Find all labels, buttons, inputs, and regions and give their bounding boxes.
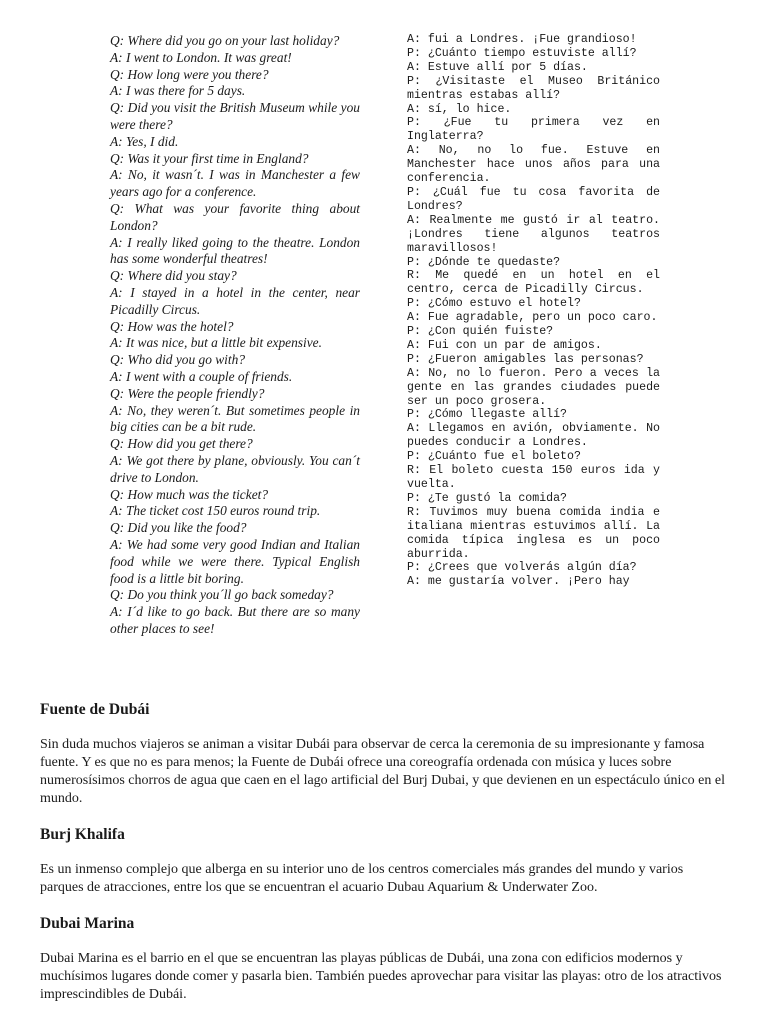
dialogue-line: P: ¿Cómo llegaste allí?	[407, 408, 568, 422]
dialogue-line: A: The ticket cost 150 euros round trip.	[110, 503, 321, 519]
dialogue-line: Q: What was your favorite thing about London?	[110, 200, 360, 233]
english-dialogue-column	[110, 33, 360, 638]
dialogue-line: A: Yes, I did.	[110, 133, 179, 149]
spanish-dialogue-column	[407, 33, 660, 695]
dialogue-line: A: I really liked going to the theatre. London has some wonderful theatres!	[110, 234, 360, 267]
dialogue-line: A: Fue agradable, pero un poco caro.	[407, 311, 658, 325]
dialogue-line: A: I went with a couple of friends.	[110, 368, 293, 384]
dialogue-line: P: ¿Cuál fue tu cosa favorita de Londres?	[407, 185, 660, 213]
dialogue-line: R: Me quedé en un hotel en el centro, cerca de Picadilly Circus.	[407, 269, 660, 297]
dialogue-line: P: ¿Crees que volverás algún día?	[407, 561, 637, 575]
dialogue-line: A: No, they weren´t. But sometimes people in big cities can be a bit rude.	[110, 402, 360, 435]
dubai-article	[40, 700, 730, 1004]
dialogue-line: Q: Were the people friendly?	[110, 385, 265, 401]
dialogue-line: A: No, it wasn´t. I was in Manchester a few years ago for a conference.	[110, 167, 360, 200]
dialogue-line: Q: Who did you go with?	[110, 352, 246, 368]
dialogue-line: A: No, no lo fueron. Pero a veces la gente en las grandes ciudades puede ser un poco grosera.	[407, 366, 660, 408]
dialogue-line: A: It was nice, but a little bit expensive.	[110, 335, 322, 351]
dialogue-line: P: ¿Con quién fuiste?	[407, 325, 554, 339]
dialogue-line: A: I was there for 5 days.	[110, 83, 246, 99]
dialogue-line: Q: Where did you go on your last holiday?	[110, 33, 340, 48]
dialogue-line: Q: Was it your first time in England?	[110, 150, 309, 166]
dialogue-line: R: Tuvimos muy buena comida india e italiana mientras estuvimos allí. La comida típica inglesa es un poco aburrida.	[407, 505, 660, 561]
dialogue-line: Q: Where did you stay?	[110, 268, 237, 284]
dialogue-line: A: I went to London. It was great!	[110, 49, 292, 65]
section-heading: Dubai Marina	[40, 915, 135, 932]
dialogue-line: Q: How did you get there?	[110, 436, 253, 452]
dialogue-line: A: sí, lo hice.	[407, 102, 512, 116]
dialogue-line: A: Fui con un par de amigos.	[407, 338, 602, 352]
section-heading: Burj Khalifa	[40, 826, 125, 843]
dialogue-line: A: I´d like to go back. But there are so many other places to see!	[110, 604, 360, 636]
dialogue-line: Q: How much was the ticket?	[110, 486, 269, 502]
dialogue-line: A: We got there by plane, obviously. You can´t drive to London.	[110, 452, 360, 485]
dialogue-line: P: ¿Cuánto fue el boleto?	[407, 450, 581, 464]
dialogue-line: A: Realmente me gustó ir al teatro. ¡Londres tiene algunos teatros maravillosos!	[407, 213, 660, 255]
dialogue-line: A: No, no lo fue. Estuve en Manchester hace unos años para una conferencia.	[407, 144, 660, 186]
dialogue-line: Q: Do you think you´ll go back someday?	[110, 587, 334, 603]
dialogue-line: A: I stayed in a hotel in the center, near Picadilly Circus.	[110, 284, 360, 317]
dialogue-line: Q: Did you like the food?	[110, 520, 247, 536]
dialogue-line: A: We had some very good Indian and Italian food while we were there. Typical English food is a little bit boring.	[110, 536, 360, 586]
dialogue-line: P: ¿Fueron amigables las personas?	[407, 352, 644, 366]
section-body: Es un inmenso complejo que alberga en su interior uno de los centros comerciales más grandes del mundo y varios parques de atracciones, entre los que se encuentran el acuario Dubau Aquarium & Underwater Zoo.	[40, 862, 684, 895]
dialogue-line: A: Llegamos en avión, obviamente. No puedes conducir a Londres.	[407, 422, 660, 450]
dialogue-line: R: El boleto cuesta 150 euros ida y vuelta.	[407, 464, 660, 491]
section-body: Sin duda muchos viajeros se animan a visitar Dubái para observar de cerca la ceremonia de su impresionante y famosa fuente. Y es que no es para menos; la Fuente de Dubái ofrece una coreografía ordenada con música y luces sobre numerosísimos chorros de agua que caen en el lago artificial del Burj Dubai, y que devienen en un espectáculo único en el mundo.	[40, 737, 725, 806]
dialogue-line: Q: Did you visit the British Museum while you were there?	[110, 100, 360, 132]
dialogue-line: P: ¿Visitaste el Museo Británico mientras estabas allí?	[407, 74, 660, 102]
dialogue-line: P: ¿Dónde te quedaste?	[407, 255, 561, 269]
dialogue-line: A: fui a Londres. ¡Fue grandioso!	[407, 33, 637, 46]
dialogue-line: Q: How was the hotel?	[110, 318, 234, 334]
dialogue-line: A: me gustaría volver. ¡Pero hay	[407, 575, 630, 589]
dialogue-line: P: ¿Cuánto tiempo estuviste allí?	[407, 46, 637, 60]
dialogue-line: A: Estuve allí por 5 días.	[407, 60, 588, 74]
section-body: Dubai Marina es el barrio en el que se encuentran las playas públicas de Dubái, una zona con edificios modernos y muchísimos lugares donde comer y pasarla bien. También puedes aprovechar para visitar las playas: otro de los atractivos imprescindibles de Dubái.	[40, 951, 722, 1002]
dialogue-line: Q: How long were you there?	[110, 66, 269, 82]
section-heading: Fuente de Dubái	[40, 701, 150, 718]
dialogue-line: P: ¿Te gustó la comida?	[407, 491, 568, 505]
dialogue-line: P: ¿Cómo estuvo el hotel?	[407, 297, 581, 311]
dialogue-line: P: ¿Fue tu primera vez en Inglaterra?	[407, 116, 660, 144]
